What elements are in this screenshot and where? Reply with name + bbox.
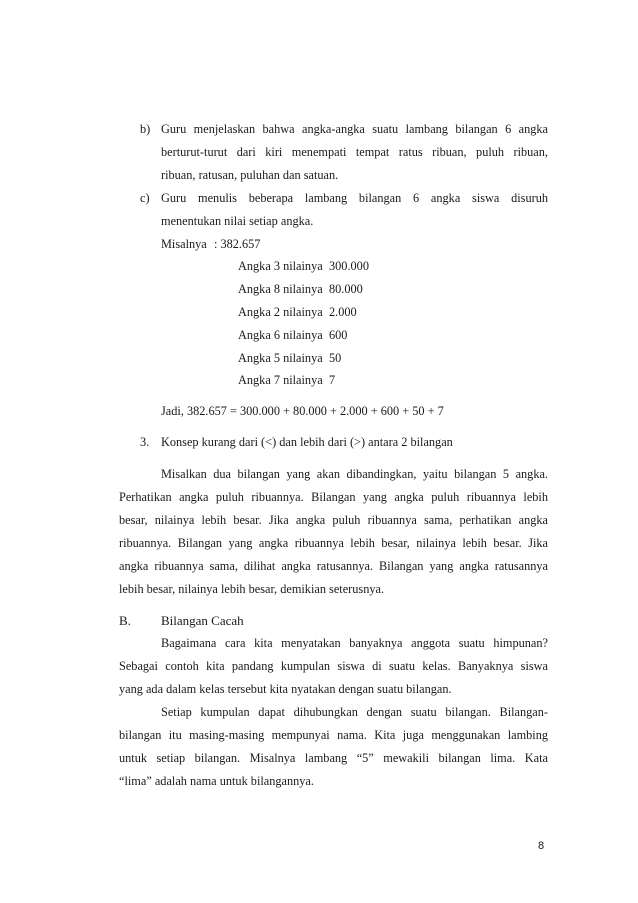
example-value: : 382.657 [214,237,261,251]
paragraph-1-line-4: ribuannya. Bilangan yang angka ribuannya lebih besar, nilainya lebih besar. Jika [119,536,548,550]
item-c-line-1: Guru menulis beberapa lambang bilangan 6 angka siswa disuruh [161,191,548,205]
page-number: 8 [538,840,545,852]
paragraph-1-line-5: angka ribuannya sama, dilihat angka ratusannya. Bilangan yang angka ratusannya [119,559,548,573]
example-row-value: 2.000 [329,305,357,319]
example-row-label: Angka 5 nilainya [238,351,323,365]
list-marker-c: c) [140,191,150,205]
paragraph-3-line-1: Setiap kumpulan dapat dihubungkan dengan suatu bilangan. Bilangan- [161,705,548,719]
item-b-line-2: berturut-turut dari kiri menempati tempat ratus ribuan, puluh ribuan, [161,145,548,159]
list-marker-3: 3. [140,435,150,449]
example-row-label: Angka 8 nilainya [238,282,323,296]
example-row-label: Angka 2 nilainya [238,305,323,319]
paragraph-2-line-1: Bagaimana cara kita menyatakan banyaknya anggota suatu himpunan? [161,636,548,650]
item-3-text: Konsep kurang dari (<) dan lebih dari (>) antara 2 bilangan [161,435,453,449]
example-row-label: Angka 7 nilainya [238,373,323,387]
item-b-line-1: Guru menjelaskan bahwa angka-angka suatu lambang bilangan 6 angka [161,122,548,136]
item-b-line-3: ribuan, ratusan, puluhan dan satuan. [161,168,339,182]
paragraph-1-line-1: Misalkan dua bilangan yang akan dibandingkan, yaitu bilangan 5 angka. [161,467,548,481]
paragraph-2-line-3: yang ada dalam kelas tersebut kita nyatakan dengan suatu bilangan. [119,682,452,696]
paragraph-1-line-3: besar, nilainya lebih besar. Jika angka puluh ribuannya sama, perhatikan angka [119,513,548,527]
section-marker: B. [119,613,131,628]
paragraph-1-line-6: lebih besar, nilainya lebih besar, demikian seterusnya. [119,582,385,596]
example-row-label: Angka 6 nilainya [238,328,323,342]
paragraph-1-line-2: Perhatikan angka puluh ribuannya. Bilangan yang angka puluh ribuannya lebih [119,490,548,504]
example-conclusion: Jadi, 382.657 = 300.000 + 80.000 + 2.000 + 600 + 50 + 7 [161,404,444,418]
item-c-line-2: menentukan nilai setiap angka. [161,214,314,228]
example-row-value: 80.000 [329,282,363,296]
example-row-value: 50 [329,351,342,365]
paragraph-2-line-2: Sebagai contoh kita pandang kumpulan siswa di suatu kelas. Banyaknya siswa [119,659,548,673]
list-marker-b: b) [140,122,151,136]
section-title: Bilangan Cacah [161,613,244,628]
example-row-label: Angka 3 nilainya [238,259,323,273]
paragraph-3-line-2: bilangan itu masing-masing mempunyai nama. Kita juga menggunakan lambing [119,728,548,742]
example-row-value: 7 [329,373,336,387]
example-label: Misalnya [161,237,207,251]
example-row-value: 600 [329,328,348,342]
paragraph-3-line-3: untuk setiap bilangan. Misalnya lambang “5” mewakili bilangan lima. Kata [119,751,548,765]
paragraph-3-line-4: “lima” adalah nama untuk bilangannya. [119,774,314,788]
example-row-value: 300.000 [329,259,369,273]
